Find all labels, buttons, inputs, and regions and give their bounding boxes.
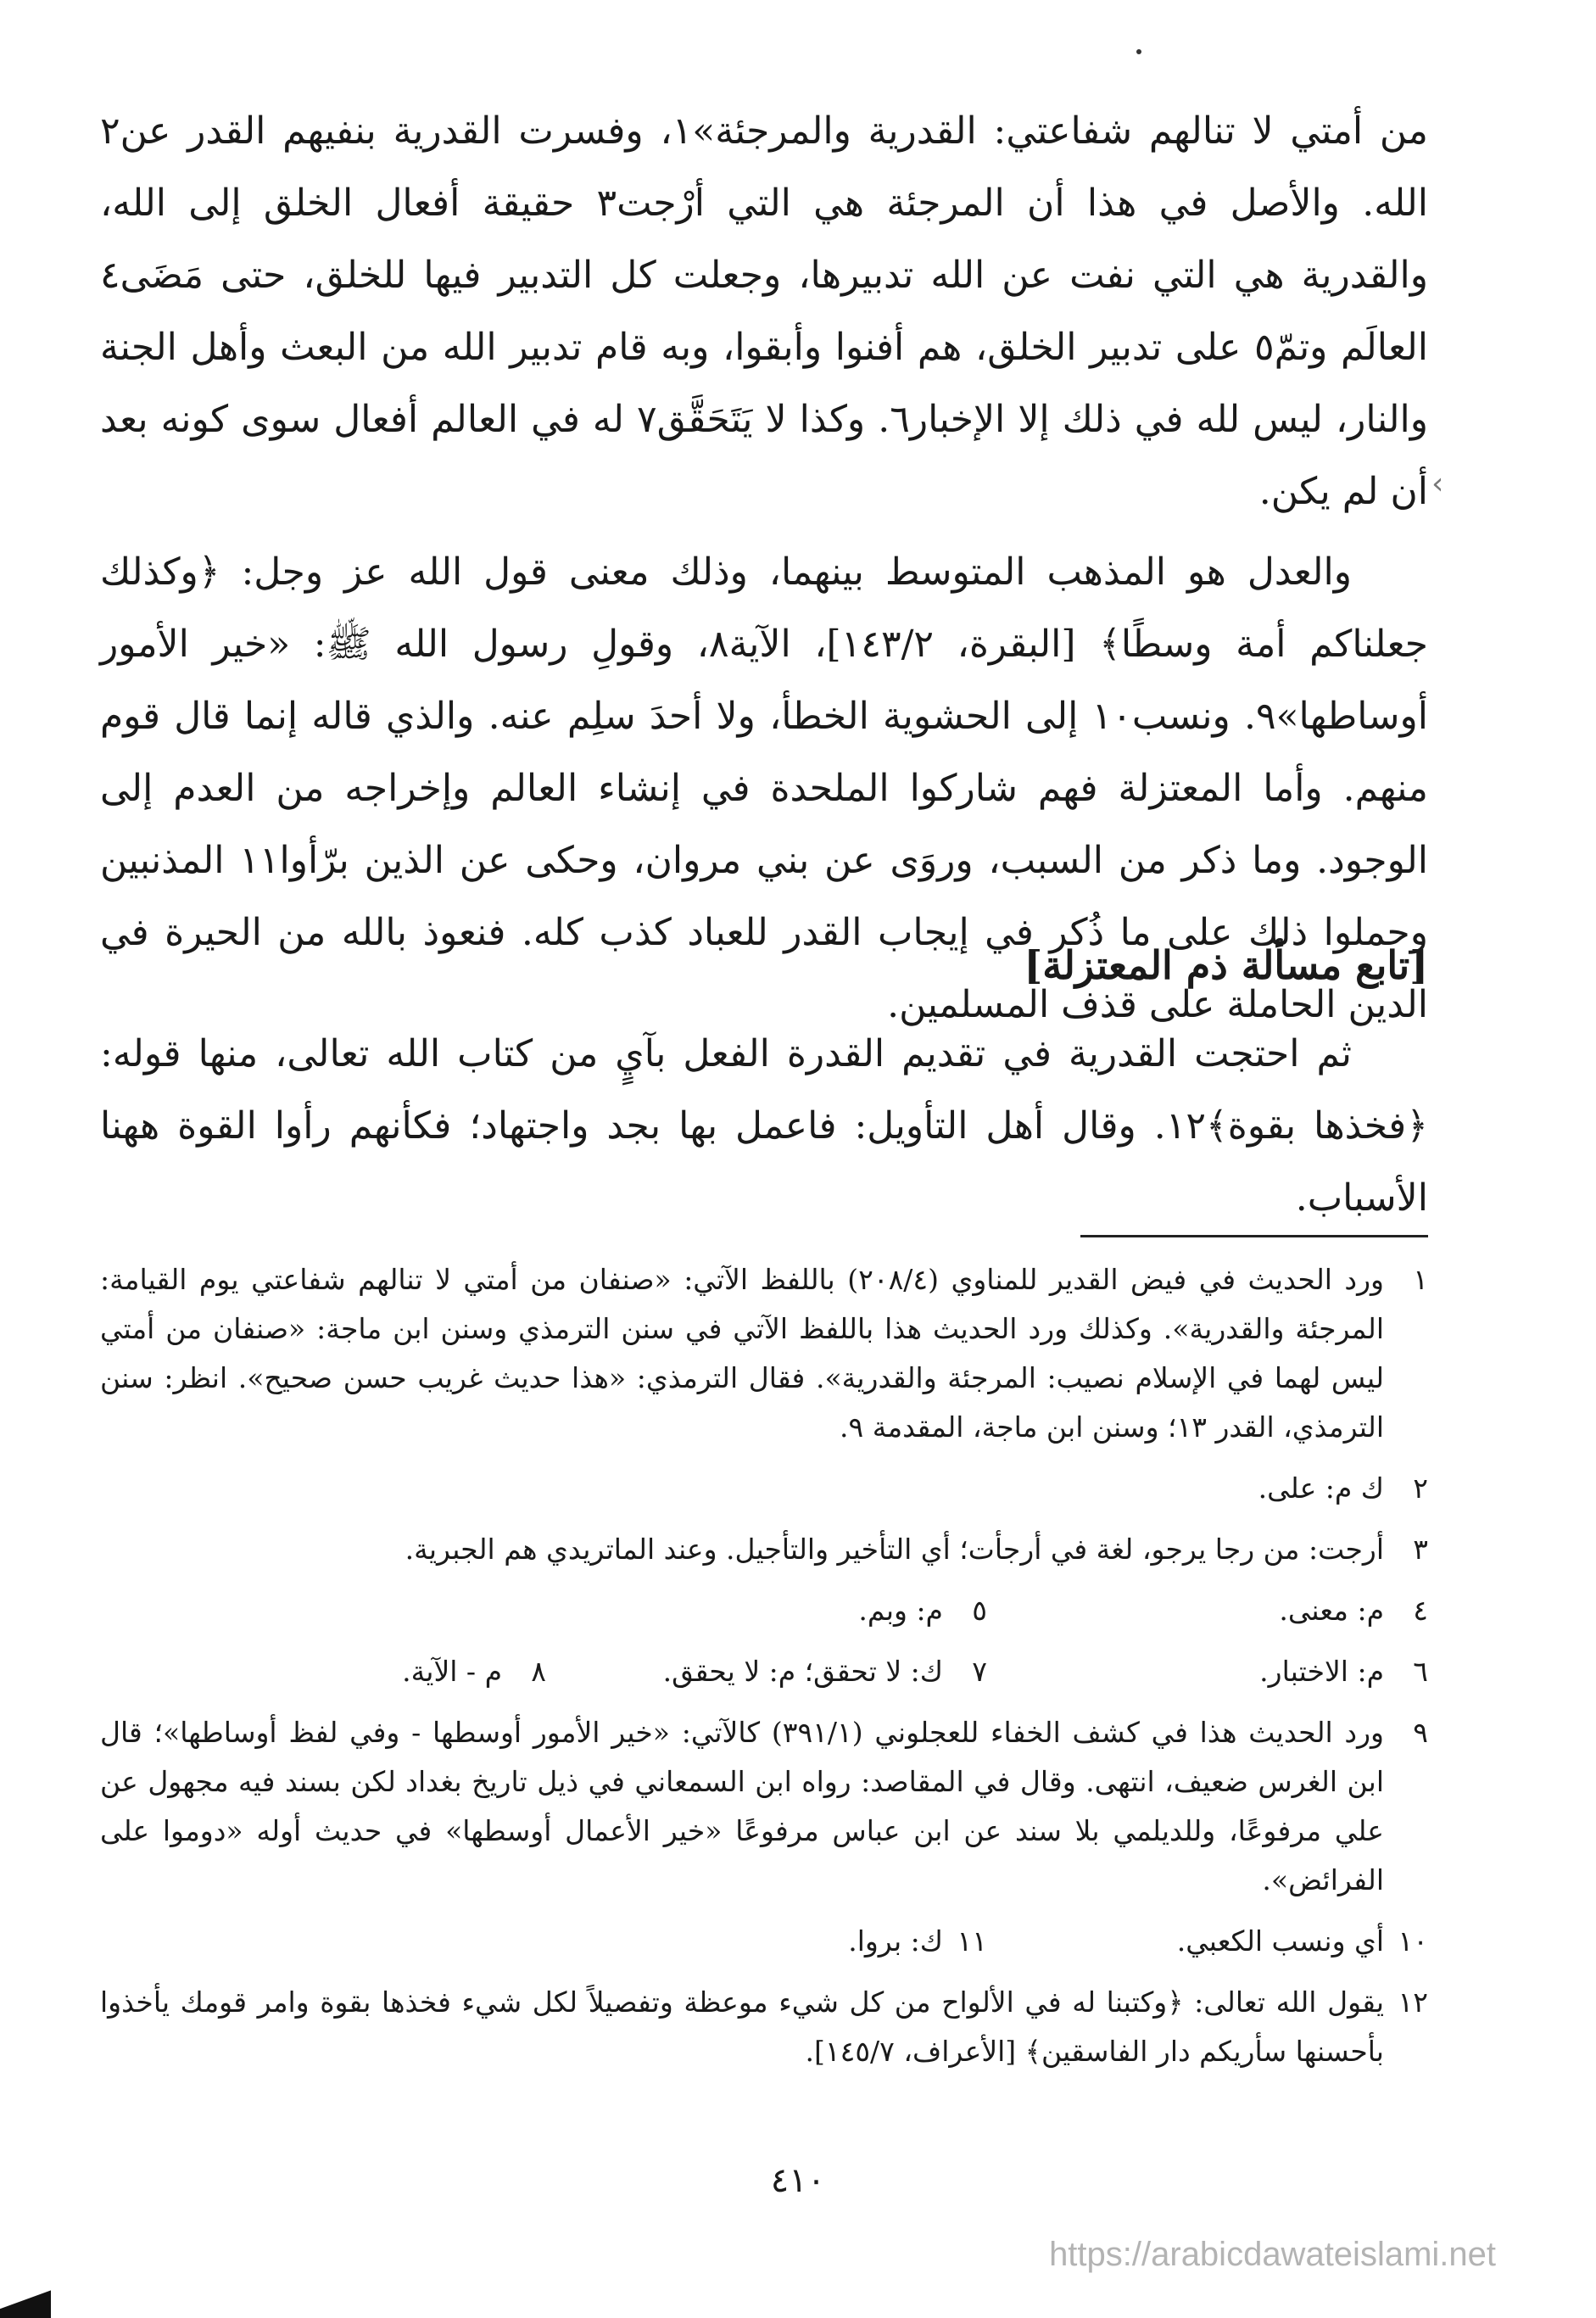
paragraph-1: من أمتي لا تنالهم شفاعتي: القدرية والمرجئة»١، وفسرت القدرية بنفيهم القدر عن٢ الله. والأصل في هذا أن المرجئة هي التي أرْجت٣ حقيقة أفعال الخلق إلى الله، والقدرية هي التي نفت عن الله تدبيرها، وجعلت كل التدبير فيها للخلق، حتى مَضَى٤ العالَم وتمّ٥ على تدبير الخلق، هم أفنوا وأبقوا، وبه قام تدبير الله من البعث وأهل الجنة والنار، ليس لله في ذلك إلا الإخبار٦. وكذا لا يَتَحَقَّق٧ له في العالم أفعال سوى كونه بعد أن لم يكن. (100, 109, 1429, 513)
footnote (546, 1917, 987, 1966)
footnote-text: أرجت: من رجا يرجو، لغة في أرجأت؛ أي التأخير والتأجيل. وعند الماتريدي هم الجبرية. (405, 1533, 1384, 1566)
footnote-text: ك: بروا. (848, 1924, 943, 1958)
footnote-text: يقول الله تعالى: ﴿وكتبنا له في الألواح من كل شيء موعظة وتفصيلاً لكل شيء فخذها بقوة وامر قومك يأخذوا بأحسنها سأريكم دار الفاسقين﴾ [الأعراف، ١٤٥/٧]. (100, 1986, 1384, 2068)
footnote-text: ورد الحديث في فيض القدير للمناوي (٢٠٨/٤) باللفظ الآتي: «صنفان من أمتي لا تنالهم شفاعتي يوم القيامة: المرجئة والقدرية». وكذلك ورد الحديث هذا باللفظ الآتي في سنن الترمذي وسنن ابن ماجة: «صنفان من أمتي ليس لهما في الإسلام نصيب: المرجئة والقدرية». فقال الترمذي: «هذا حديث غريب حسن صحيح». انظر: سنن الترمذي، القدر ١٣؛ وسنن ابن ماجة، المقدمة ٩. (100, 1263, 1384, 1444)
footnote-number: ١٢ (1398, 1986, 1428, 2019)
footnote-text: م - الآية. (402, 1655, 502, 1688)
footnote (100, 1255, 1428, 1452)
footnote (987, 1647, 1428, 1696)
footnote-row (100, 1917, 1428, 1966)
footnote-text: ورد الحديث هذا في كشف الخفاء للعجلوني (٣٩١/١) كالآتي: «خير الأمور أوسطها - وفي لفظ أوساطها»؛ قال ابن الغرس ضعيف، انتهى. وقال في المقاصد: رواه ابن السمعاني في ذيل تاريخ بغداد لكن بسند فيه مجهول عن علي مرفوعًا، وللديلمي بلا سند عن ابن عباس مرفوعًا «خير الأعمال أوسطها» في حديث أوله «دوموا على الفرائض». (100, 1716, 1384, 1896)
footnote-text: م: معنى. (1279, 1594, 1384, 1627)
footnote (100, 1464, 1428, 1513)
footnote-text: ك م: على. (1258, 1472, 1384, 1505)
footnote (105, 1647, 546, 1696)
footnote (100, 1708, 1428, 1905)
footnote (546, 1647, 987, 1696)
footnote-row (100, 1586, 1428, 1635)
footnote (100, 1525, 1428, 1574)
footnote-number: ٦ (1413, 1655, 1428, 1688)
footnote (987, 1586, 1428, 1635)
footnote-text: أي ونسب الكعبي. (1176, 1924, 1384, 1958)
paragraph-2: والعدل هو المذهب المتوسط بينهما، وذلك معنى قول الله عز وجل: ﴿وكذلك جعلناكم أمة وسطًا﴾ [البقرة، ١٤٣/٢]، الآية٨، وقولِ رسول الله ﷺ: «خير الأمور أوساطها»٩. ونسب١٠ إلى الحشوية الخطأ، ولا أحدَ سلِم عنه. والذي قاله إنما قال قوم منهم. وأما المعتزلة فهم شاركوا الملحدة في إنشاء العالم وإخراجه من العدم إلى الوجود. وما ذكر من السبب، وروَى عن بني مروان، وحكى عن الذين برّأوا١١ المذنبين وحملوا ذلك على ما ذُكر في إيجاب القدر للعباد كذب كله. فنعوذ بالله من الحيرة في الدين الحاملة على قذف المسلمين. (100, 550, 1429, 1026)
ink-dot (1136, 49, 1141, 54)
footnote-text: م: وبم. (858, 1594, 943, 1627)
paragraph-3: ثم احتجت القدرية في تقديم القدرة الفعل بآيٍ من كتاب الله تعالى، منها قوله: ﴿فخذها بقوة﴾١٢. وقال أهل التأويل: فاعمل بها بجد واجتهاد؛ فكأنهم رأوا القوة ههنا الأسباب. (100, 1032, 1428, 1220)
footnote-number: ٢ (1413, 1472, 1428, 1505)
footnote-number: ٧ (972, 1655, 987, 1688)
watermark-url: https://arabicdawateislami.net (1049, 2236, 1496, 2273)
footnote-row (100, 1647, 1428, 1696)
footnote-number: ٥ (972, 1594, 987, 1627)
main-text-continued (100, 1018, 1428, 1234)
margin-bracket-mark: ‹ (1431, 466, 1444, 501)
footnote-text: ك: لا تحقق؛ م: لا يحقق. (662, 1655, 943, 1688)
footnote-text: م: الاختبار. (1259, 1655, 1384, 1688)
scan-edge-artifact (0, 2290, 51, 2318)
footnote-number: ٤ (1413, 1594, 1428, 1627)
footnote-number: ٨ (531, 1655, 546, 1688)
footnote (987, 1917, 1428, 1966)
main-text (100, 95, 1428, 1041)
page-number: ٤١٠ (770, 2161, 826, 2200)
footnote-number: ١٠ (1398, 1924, 1428, 1958)
section-heading: [تابع مسألة ذم المعتزلة] (1024, 942, 1428, 988)
footnote-separator (1080, 1235, 1428, 1237)
footnotes (100, 1255, 1428, 2088)
footnote-number: ١ (1413, 1263, 1428, 1296)
footnote-number: ٩ (1413, 1716, 1428, 1749)
footnote-number: ٣ (1413, 1533, 1428, 1566)
footnote (100, 1978, 1428, 2076)
footnote-number: ١١ (957, 1924, 987, 1958)
footnote (546, 1586, 987, 1635)
